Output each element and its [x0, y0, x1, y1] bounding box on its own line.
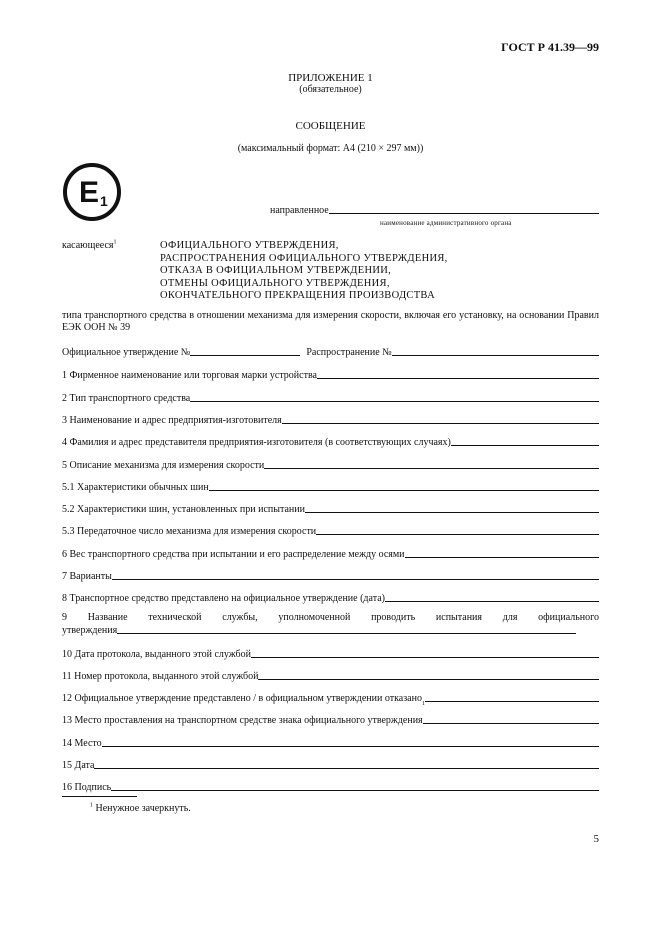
item-9-field[interactable]: [117, 632, 576, 634]
item-3: 3 Наименование и адрес предприятия-изготовителя: [62, 412, 599, 426]
item-2: 2 Тип транспортного средства: [62, 390, 599, 404]
item-10-field[interactable]: [251, 656, 599, 658]
item-11: 11 Номер протокола, выданного этой службой: [62, 668, 599, 682]
e-mark-emblem-icon: [62, 162, 122, 222]
item-16-field[interactable]: [111, 789, 599, 791]
concerning-footnote-mark: 1: [113, 239, 117, 246]
footnote-divider: [62, 796, 137, 797]
footnote-text: Ненужное зачеркнуть.: [95, 803, 191, 814]
item-13: 13 Место проставления на транспортном средстве знака официального утверждения: [62, 712, 599, 726]
item-7-field[interactable]: [112, 578, 599, 580]
footnote: [90, 803, 191, 814]
item-2-field[interactable]: [190, 400, 599, 402]
item-3-field[interactable]: [282, 422, 599, 424]
page-number: 5: [593, 833, 599, 845]
item-15-field[interactable]: [94, 767, 599, 769]
item-5-1: 5.1 Характеристики обычных шин: [62, 479, 599, 493]
extension-number-field[interactable]: [392, 354, 599, 356]
item-9: 9 Название технической службы, уполномоченной проводить испытания для официального: [62, 612, 599, 623]
sent-to-line: [270, 202, 599, 216]
sent-to-caption: наименование административного органа: [380, 219, 512, 227]
footnote-mark: 1: [90, 802, 93, 809]
item-1-field[interactable]: [317, 377, 599, 379]
item-4-field[interactable]: [451, 444, 599, 446]
item-5-2: 5.2 Характеристики шин, установленных при испытании: [62, 501, 599, 515]
option-discontinuation: ОКОНЧАТЕЛЬНОГО ПРЕКРАЩЕНИЯ ПРОИЗВОДСТВА: [160, 290, 435, 301]
sent-to-label: направленное: [270, 205, 329, 216]
message-title: СООБЩЕНИЕ: [295, 120, 366, 132]
item-14: 14 Место: [62, 735, 599, 749]
item-10: 10 Дата протокола, выданного этой службой: [62, 646, 599, 660]
item-5-field[interactable]: [264, 467, 599, 469]
concerning-label: касающееся$^1$: [62, 239, 117, 251]
item-11-field[interactable]: [258, 678, 599, 680]
item-5-3: 5.3 Передаточное число механизма для измерения скорости: [62, 523, 599, 537]
intro-paragraph: типа транспортного средства в отношении механизма для измерения скорости, включая его установку, на основании Правил ЕЭК ООН № 39: [62, 310, 599, 333]
item-6: 6 Вес транспортного средства при испытании и его распределение между осями: [62, 546, 599, 560]
concerning-options: [160, 240, 448, 303]
option-refusal: ОТКАЗА В ОФИЦИАЛЬНОМ УТВЕРЖДЕНИИ,: [160, 265, 392, 276]
emblem-letter: E: [79, 176, 100, 209]
sent-to-field[interactable]: [329, 212, 599, 214]
approval-number-line: [62, 344, 599, 358]
item-14-field[interactable]: [102, 745, 599, 747]
item-5-1-field[interactable]: [209, 489, 599, 491]
emblem-number: 1: [100, 193, 108, 209]
approval-number-field[interactable]: [190, 354, 300, 356]
format-note: (максимальный формат: А4 (210 × 297 мм)): [237, 143, 424, 154]
annex-title: ПРИЛОЖЕНИЕ 1: [288, 72, 373, 84]
item-8: 8 Транспортное средство представлено на официальное утверждение (дата): [62, 590, 599, 604]
option-extension: РАСПРОСТРАНЕНИЯ ОФИЦИАЛЬНОГО УТВЕРЖДЕНИЯ,: [160, 252, 448, 264]
option-withdrawal: ОТМЕНЫ ОФИЦИАЛЬНОГО УТВЕРЖДЕНИЯ,: [160, 277, 390, 289]
annex-status: (обязательное): [299, 84, 362, 95]
item-13-field[interactable]: [423, 722, 599, 724]
standard-number: ГОСТ Р 41.39—99: [501, 40, 599, 54]
item-1: 1 Фирменное наименование или торговая марки устройства: [62, 367, 599, 381]
item-5: 5 Описание механизма для измерения скорости: [62, 457, 599, 471]
option-approval: ОФИЦИАЛЬНОГО УТВЕРЖДЕНИЯ,: [160, 240, 339, 251]
item-4: 4 Фамилия и адрес представителя предприятия-изготовителя (в соответствующих случаях): [62, 434, 599, 448]
item-9-cont: утверждения: [62, 622, 576, 636]
item-8-field[interactable]: [385, 600, 599, 602]
item-6-field[interactable]: [405, 556, 599, 558]
item-12-field[interactable]: [425, 700, 599, 702]
item-5-2-field[interactable]: [305, 511, 599, 513]
item-15: 15 Дата: [62, 757, 599, 771]
item-5-3-field[interactable]: [316, 533, 599, 535]
item-16: 16 Подпись: [62, 779, 599, 793]
approval-number-label: Официальное утверждение №: [62, 347, 191, 358]
item-7: 7 Варианты: [62, 568, 599, 582]
item-12: 12 Официальное утверждение представлено / в официальном утверждении отказано 1: [62, 690, 599, 704]
extension-number-label: Распространение №: [306, 347, 392, 358]
